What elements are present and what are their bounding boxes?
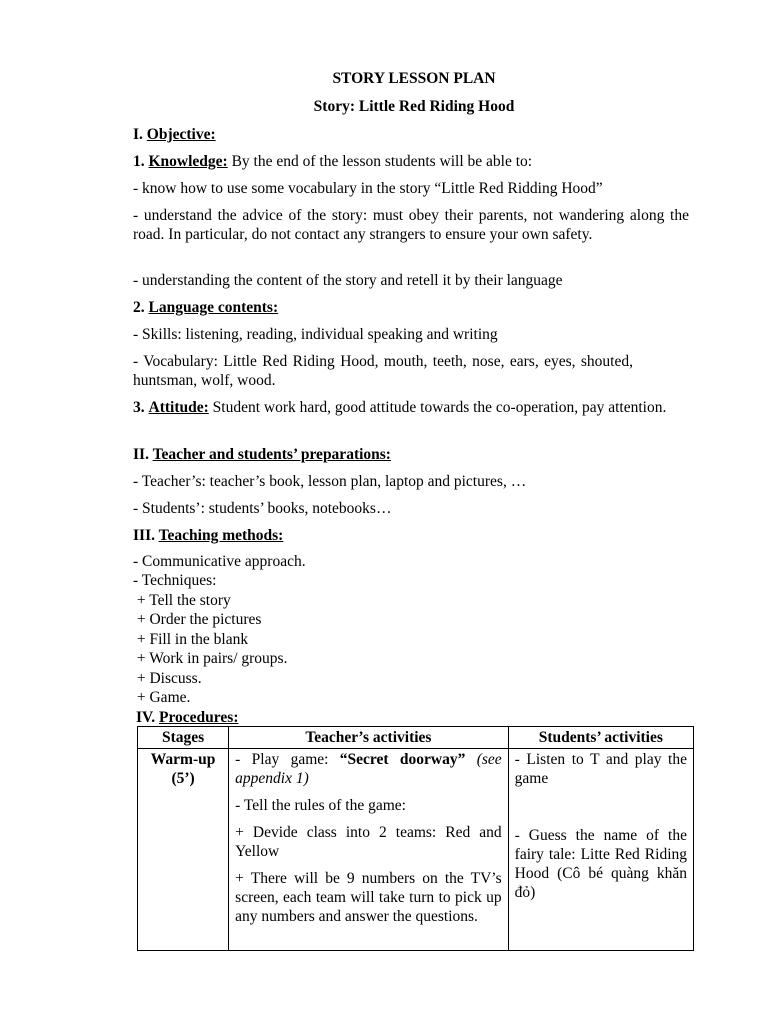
stage-name: Warm-up: [150, 751, 216, 768]
student-activity-listen: - Listen to T and play the game: [514, 751, 687, 787]
stage-cell: [138, 749, 229, 951]
methods-heading: [133, 526, 693, 545]
game-prefix: - Play game:: [235, 751, 340, 768]
vocabulary-line: - Vocabulary: Little Red Riding Hood, mouth, teeth, nose, ears, eyes, shouted, huntsman, wolf, wood.: [133, 353, 633, 389]
method-item: + Tell the story: [133, 592, 231, 609]
methods-num: III.: [133, 527, 155, 544]
knowledge-item-3: - understanding the content of the story and retell it by their language: [133, 272, 563, 289]
method-item: + Game.: [133, 689, 191, 706]
appendix-reference: (see appendix 1): [235, 751, 502, 787]
procedures-heading-text: Procedures:: [158, 709, 239, 726]
knowledge-text: By the end of the lesson students will be able to:: [227, 153, 533, 170]
students-preparation: - Students’: students’ books, notebooks…: [133, 500, 392, 517]
game-name: “Secret doorway”: [339, 751, 466, 768]
students-activities-cell: [508, 749, 693, 951]
document-title: STORY LESSON PLAN: [332, 70, 496, 87]
language-heading: [133, 298, 693, 317]
attitude-line: [133, 398, 689, 417]
table-row: [138, 749, 694, 951]
story-subtitle: Story: Little Red Riding Hood: [313, 98, 515, 115]
knowledge-item-2: - understand the advice of the story: must obey their parents, not wandering along the road. In particular, do not contact any strangers to ensure your own safety.: [133, 207, 689, 243]
preparations-heading: [133, 445, 693, 464]
knowledge-num: 1.: [133, 153, 145, 170]
language-label: Language contents:: [148, 299, 279, 316]
teacher-preparation: - Teacher’s: teacher’s book, lesson plan, laptop and pictures, …: [133, 473, 527, 490]
procedures-table: [137, 726, 694, 951]
objective-heading-text: Objective:: [146, 126, 216, 143]
teacher-activity-teams: + Devide class into 2 teams: Red and Yellow: [235, 824, 502, 860]
skills-line: - Skills: listening, reading, individual speaking and writing: [133, 326, 498, 343]
column-header-students: Students’ activities: [508, 727, 693, 749]
preparations-num: II.: [133, 446, 149, 463]
knowledge-label: Knowledge:: [148, 153, 228, 170]
objective-heading-num: I.: [133, 126, 143, 143]
stage-time: (5’): [171, 770, 195, 787]
knowledge-item-1: - know how to use some vocabulary in the story “Little Red Ridding Hood”: [133, 180, 603, 197]
objective-heading: [133, 125, 693, 144]
method-item: + Fill in the blank: [133, 631, 249, 648]
column-header-stages: Stages: [138, 727, 229, 749]
methods-heading-text: Teaching methods:: [158, 527, 284, 544]
language-num: 2.: [133, 299, 145, 316]
column-header-teacher: Teacher’s activities: [229, 727, 509, 749]
student-activity-guess: - Guess the name of the fairy tale: Litte Red Riding Hood (Cô bé quàng khăn đỏ): [514, 827, 687, 901]
preparations-heading-text: Teacher and students’ preparations:: [152, 446, 391, 463]
teacher-activities-cell: [229, 749, 509, 951]
method-item: - Communicative approach.: [133, 553, 306, 570]
method-item: + Work in pairs/ groups.: [133, 650, 288, 667]
teacher-activity-rules: - Tell the rules of the game:: [235, 797, 406, 814]
attitude-label: Attitude:: [148, 399, 209, 416]
attitude-text: Student work hard, good attitude towards the co-operation, pay attention.: [208, 399, 667, 416]
procedures-heading: [136, 708, 696, 727]
procedures-num: IV.: [136, 709, 156, 726]
table-header-row: [138, 727, 694, 749]
method-item: + Order the pictures: [133, 611, 262, 628]
method-item: - Techniques:: [133, 572, 217, 589]
teacher-activity-numbers: + There will be 9 numbers on the TV’s screen, each team will take turn to pick up any numbers and answer the questions.: [235, 870, 502, 925]
knowledge-line: [133, 152, 693, 171]
attitude-num: 3.: [133, 399, 145, 416]
method-item: + Discuss.: [133, 670, 202, 687]
teacher-activity-game: [235, 750, 502, 788]
